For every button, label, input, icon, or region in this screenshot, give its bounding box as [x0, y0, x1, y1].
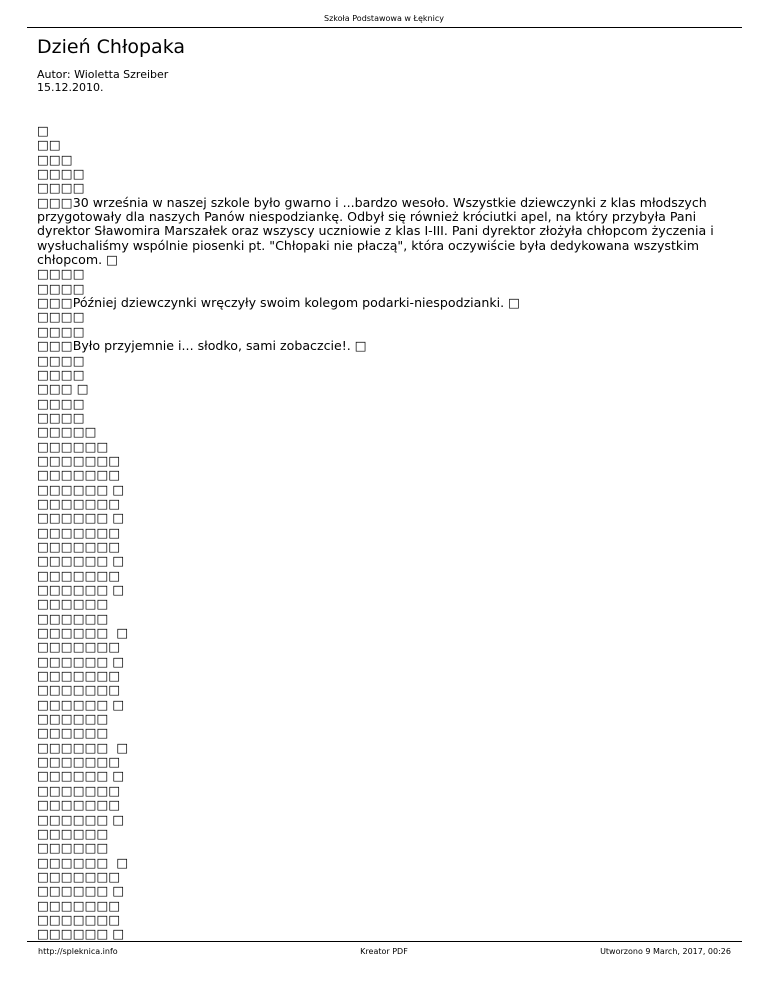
body-line: □□□□□ — [37, 424, 97, 440]
body-line: □□□□ — [37, 352, 85, 368]
body-line: □□□□□□□ — [37, 868, 121, 884]
footer-generator: Kreator PDF — [360, 947, 408, 956]
body-line: □□□□□□ □ — [37, 696, 125, 712]
body-line: □□□□ — [37, 366, 85, 382]
body-line: □□□□□□□ — [37, 538, 121, 554]
body-line: □□□□□□ — [37, 825, 109, 841]
page-header: Szkoła Podstawowa w Łęknicy — [324, 14, 444, 23]
article-meta — [37, 68, 168, 94]
body-line: □□□□□□□ — [37, 668, 121, 684]
body-line: □□□□□□ □ — [37, 510, 125, 526]
body-line: □□□□ — [37, 180, 85, 196]
body-line: □□□□□□□ — [37, 495, 121, 511]
article-body — [37, 124, 727, 942]
body-line: □□□□□□ — [37, 610, 109, 626]
body-line: □□□□ — [37, 266, 85, 282]
body-line: □ — [37, 123, 49, 138]
author-line: Autor: Wioletta Szreiber — [37, 68, 169, 81]
body-line: □□□□□□□ — [37, 467, 121, 483]
body-line: □□□□□□□ — [37, 682, 121, 698]
article-title: Dzień Chłopaka — [37, 36, 186, 58]
body-line: □□□□□□ — [37, 840, 109, 856]
body-line: □□□□□□ □ — [37, 768, 125, 784]
body-line: □□ — [37, 137, 61, 153]
body-line: □□□□□□ □ — [37, 481, 125, 497]
body-line: □□□□ — [37, 166, 85, 182]
body-line: □□□□□□ □ — [37, 582, 125, 597]
body-paragraph: □□□30 września w naszej szkole było gwarno i ...bardzo wesoło. Wszystkie dziewczynki z klas młodszych przygotowały dla naszych Panów niespodziankę. Odbył się również króciutki apel, na który przybyła Pani dyrektor Sławomira Marszałek oraz wszyscy uczniowie z klas I-III. Pani dyrektor złożyła chłopcom życzenia i wysłuchaliśmy wspólnie piosenki pt. "Chłopaki nie płaczą", która oczywiście była dedykowana wszystkim chłopcom. □ — [37, 194, 714, 268]
body-line: □□□□□□ □ — [37, 653, 125, 669]
body-line: □□□□□□ □ — [37, 739, 129, 755]
body-line: □□□ □ — [37, 381, 89, 397]
body-line: □□□□□□ — [37, 711, 109, 727]
header-divider — [27, 27, 742, 28]
body-line: □□□□□□ □ — [37, 926, 125, 942]
footer-divider — [27, 941, 742, 942]
body-line: □□□□□□□ — [37, 782, 121, 798]
body-line: □□□Później dziewczynki wręczyły swoim kolegom podarki-niespodzianki. □ — [37, 295, 521, 311]
footer-url: http://spleknica.info — [38, 947, 118, 956]
body-line: □□□□□□□ — [37, 897, 121, 913]
body-line: □□□□□□□ — [37, 452, 121, 468]
body-line: □□□□□□ □ — [37, 854, 129, 870]
body-line: □□□□ — [37, 323, 85, 339]
body-line: □□□□□□ — [37, 725, 109, 741]
body-line: □□□□□□□ — [37, 639, 121, 655]
body-line: □□□Było przyjemnie i... słodko, sami zobaczcie!. □ — [37, 338, 367, 354]
body-line: □□□□□□□ — [37, 754, 121, 770]
body-line: □□□□□□ □ — [37, 625, 129, 641]
body-line: □□□□□□ □ — [37, 811, 125, 827]
body-line: □□□□□□ — [37, 438, 109, 454]
body-line: □□□□□□□ — [37, 567, 121, 583]
body-line: □□□□ — [37, 280, 85, 296]
body-line: □□□□ — [37, 409, 85, 425]
body-line: □□□□□□□ — [37, 524, 121, 540]
footer-created: Utworzono 9 March, 2017, 00:26 — [600, 947, 731, 956]
body-line: □□□□□□□ — [37, 911, 121, 927]
body-line: □□□□□□□ — [37, 797, 121, 813]
body-line: □□□ — [37, 151, 73, 167]
body-line: □□□□ — [37, 309, 85, 325]
body-line: □□□□□□ □ — [37, 883, 125, 899]
body-line: □□□□□□ — [37, 596, 109, 612]
publish-date: 15.12.2010. — [37, 81, 104, 94]
body-line: □□□□ — [37, 395, 85, 411]
body-line: □□□□□□ □ — [37, 553, 125, 569]
